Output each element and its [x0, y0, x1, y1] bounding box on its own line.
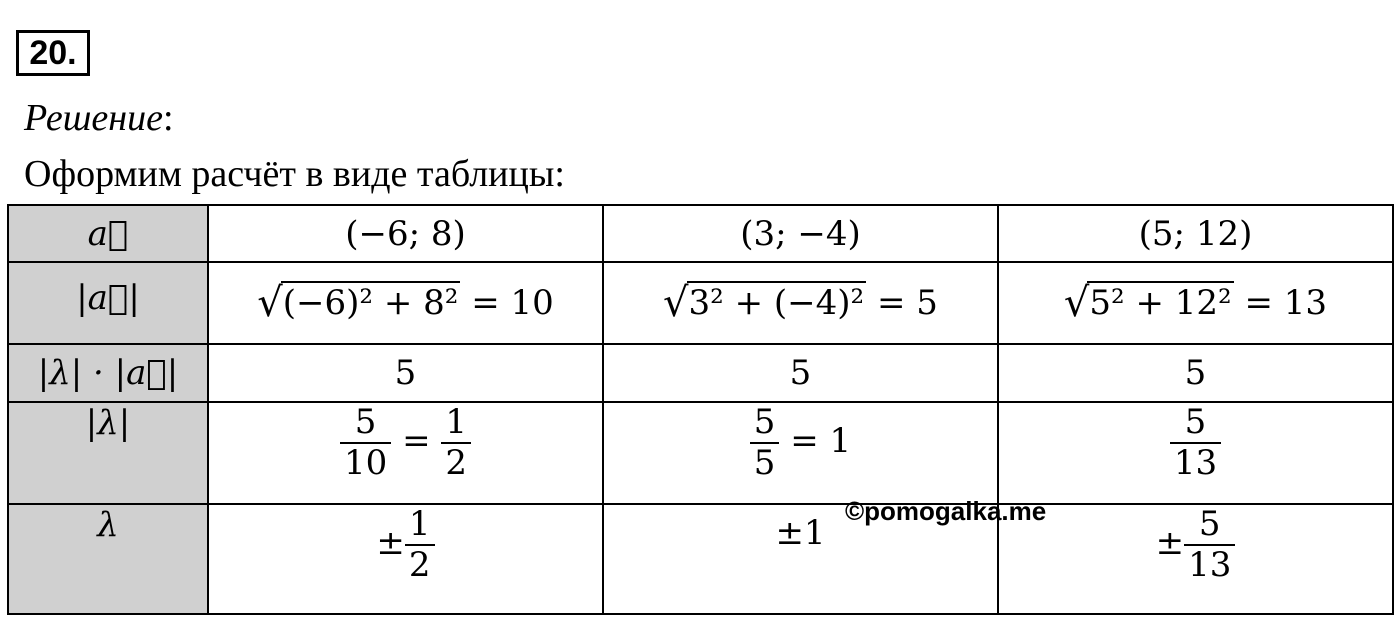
sqrt-icon: √: [257, 280, 283, 326]
modulus-result: = 5: [877, 283, 938, 323]
watermark: ©pomogalka.me: [845, 496, 1047, 526]
solution-heading-text: Решение: [24, 97, 163, 139]
modulus-result: = 10: [471, 283, 554, 323]
lambda-abs-cell: [603, 402, 998, 504]
fraction-denominator: 2: [405, 544, 435, 585]
table-row-modulus: [8, 262, 1393, 344]
fraction-denominator: 2: [441, 442, 471, 483]
fraction-result: = 1: [790, 421, 852, 462]
fraction-denominator: 5: [750, 442, 780, 483]
fraction-numerator: 5: [753, 402, 776, 442]
solution-heading-colon: :: [162, 97, 174, 139]
fraction-numerator: 5: [1184, 402, 1207, 442]
fraction-denominator: 10: [340, 442, 391, 483]
modulus-cell: [603, 262, 998, 344]
solution-heading: [24, 96, 174, 140]
task-number: 20.: [16, 30, 90, 76]
lambda-abs-cell: [208, 402, 603, 504]
modulus-cell: [208, 262, 603, 344]
fraction: [405, 505, 435, 585]
table-row-lambda-abs: [8, 402, 1393, 504]
vector-cell: (3; −4): [603, 205, 998, 262]
lambda-cell: [998, 504, 1393, 614]
calculation-table: [7, 204, 1394, 615]
plus-minus-sign: ±: [376, 523, 405, 564]
vector-cell: (−6; 8): [208, 205, 603, 262]
fraction: [750, 403, 780, 483]
modulus-result: = 13: [1244, 283, 1328, 323]
lambda-abs-cell: [998, 402, 1393, 504]
fraction: [1184, 505, 1235, 585]
row-label-modulus: |a⃗|: [8, 262, 208, 344]
product-cell: 5: [603, 344, 998, 402]
lambda-value: ±1: [775, 513, 826, 553]
product-cell: 5: [208, 344, 603, 402]
sqrt-icon: √: [1063, 280, 1090, 326]
fraction-denominator: 13: [1170, 442, 1221, 483]
equals-sign: =: [402, 421, 431, 462]
row-label-lambda: λ: [8, 504, 208, 614]
radicand: 3² + (−4)²: [688, 283, 865, 323]
sqrt-icon: √: [663, 280, 689, 326]
row-label-lambda-abs: |λ|: [8, 402, 208, 504]
radicand: (−6)² + 8²: [282, 283, 459, 323]
fraction: [1170, 403, 1221, 483]
fraction: [340, 403, 391, 483]
fraction-numerator: 5: [1198, 504, 1221, 544]
table-row-vector: [8, 205, 1393, 262]
fraction: [441, 403, 471, 483]
fraction-numerator: 1: [408, 504, 431, 544]
fraction-denominator: 13: [1184, 544, 1235, 585]
row-label-product: |λ| · |a⃗|: [8, 344, 208, 402]
intro-text: Оформим расчёт в виде таблицы:: [24, 153, 565, 195]
fraction-numerator: 1: [445, 402, 468, 442]
plus-minus-sign: ±: [1155, 523, 1185, 564]
radicand: 5² + 12²: [1089, 283, 1232, 323]
table-row-product: [8, 344, 1393, 402]
product-cell: 5: [998, 344, 1393, 402]
row-label-vector: a⃗: [8, 205, 208, 262]
fraction-numerator: 5: [354, 402, 377, 442]
table-row-lambda: [8, 504, 1393, 614]
vector-cell: (5; 12): [998, 205, 1393, 262]
modulus-cell: [998, 262, 1393, 344]
lambda-cell: [208, 504, 603, 614]
